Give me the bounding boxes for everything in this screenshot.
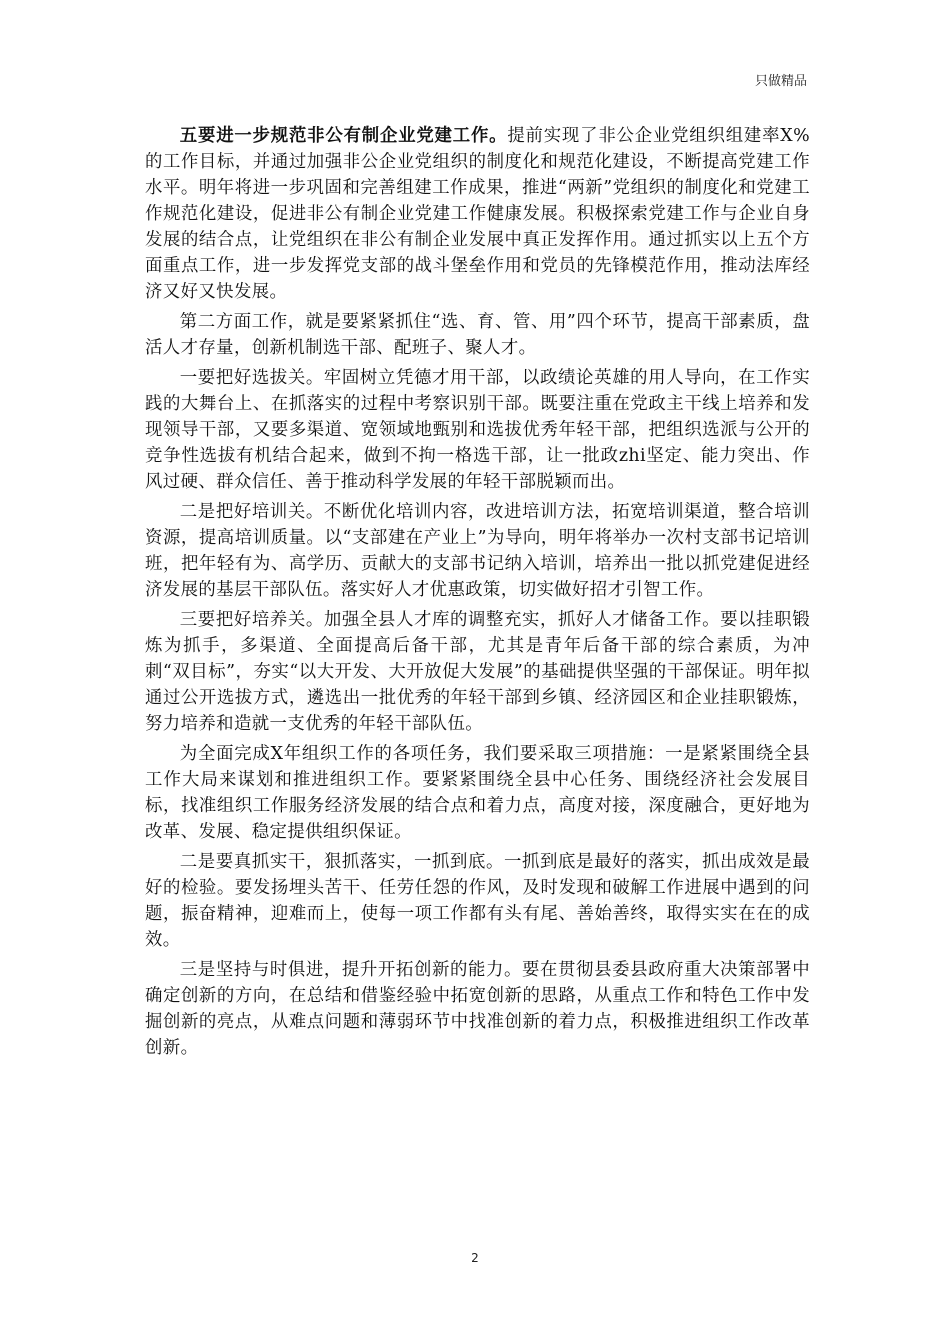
paragraph-5: [145, 607, 810, 737]
paragraph-text: 二是要真抓实干，狠抓落实，一抓到底。一抓到底是最好的落实，抓出成效是最好的检验。要发扬埋头苦干、任劳任怨的作风，及时发现和破解工作进展中遇到的问题，振奋精神，迎难而上，使每一项工作都有头有尾、善始善终，取得实实在在的成效。: [145, 852, 810, 950]
paragraph-text: 为全面完成X年组织工作的各项任务，我们要采取三项措施：一是紧紧围绕全县工作大局来谋划和推进组织工作。要紧紧围绕全县中心任务、围绕经济社会发展目标，找准组织工作服务经济发展的结合点和着力点，高度对接，深度融合，更好地为改革、发展、稳定提供组织保证。: [145, 744, 810, 842]
paragraph-3: [145, 365, 810, 495]
paragraph-lead: 五要进一步规范非公有制企业党建工作。: [179, 126, 508, 146]
paragraph-text: 一要把好选拔关。牢固树立凭德才用干部，以政绩论英雄的用人导向，在工作实践的大舞台上、在抓落实的过程中考察识别干部。既要注重在党政主干线上培养和发现领导干部，又要多渠道、宽领域地甄别和选拔优秀年轻干部，把组织选派与公开的竞争性选拔有机结合起来，做到不拘一格选干部，让一批政zhi坚定、能力突出、作风过硬、群众信任、善于推动科学发展的年轻干部脱颖而出。: [145, 368, 810, 492]
paragraph-text: 二是把好培训关。不断优化培训内容，改进培训方法，拓宽培训渠道，整合培训资源，提高培训质量。以“支部建在产业上”为导向，明年将举办一次村支部书记培训班，把年轻有为、高学历、贡献大的支部书记纳入培训，培养出一批以抓党建促进经济发展的基层干部队伍。落实好人才优惠政策，切实做好招才引智工作。: [145, 502, 810, 600]
paragraph-text: 三要把好培养关。加强全县人才库的调整充实，抓好人才储备工作。要以挂职锻炼为抓手，多渠道、全面提高后备干部，尤其是青年后备干部的综合素质，为冲刺“双目标”，夯实“以大开发、大开放促大发展”的基础提供坚强的干部保证。明年拟通过公开选拔方式，遴选出一批优秀的年轻干部到乡镇、经济园区和企业挂职锻炼，努力培养和造就一支优秀的年轻干部队伍。: [145, 610, 810, 734]
paragraph-6: [145, 741, 810, 845]
paragraph-4: [145, 499, 810, 603]
paragraph-text: 第二方面工作，就是要紧紧抓住“选、育、管、用”四个环节，提高干部素质，盘活人才存量，创新机制选干部、配班子、聚人才。: [145, 312, 810, 358]
page-number: 2: [471, 1251, 479, 1265]
paragraph-8: [145, 957, 810, 1061]
paragraph-7: [145, 849, 810, 953]
header-note: 只做精品: [754, 74, 807, 89]
paragraph-2: [145, 309, 810, 361]
document-body: [145, 123, 810, 1065]
paragraph-text: 三是坚持与时俱进，提升开拓创新的能力。要在贯彻县委县政府重大决策部署中确定创新的方向，在总结和借鉴经验中拓宽创新的思路，从重点工作和特色工作中发掘创新的亮点，从难点问题和薄弱环节中找准创新的着力点，积极推进组织工作改革创新。: [145, 960, 810, 1058]
paragraph-text: 提前实现了非公企业党组织组建率X%的工作目标，并通过加强非公企业党组织的制度化和规范化建设，不断提高党建工作水平。明年将进一步巩固和完善组建工作成果，推进“两新”党组织的制度化和党建工作规范化建设，促进非公有制企业党建工作健康发展。积极探索党建工作与企业自身发展的结合点，让党组织在非公有制企业发展中真正发挥作用。通过抓实以上五个方面重点工作，进一步发挥党支部的战斗堡垒作用和党员的先锋模范作用，推动法库经济又好又快发展。: [145, 126, 810, 302]
paragraph-1: [145, 123, 810, 305]
